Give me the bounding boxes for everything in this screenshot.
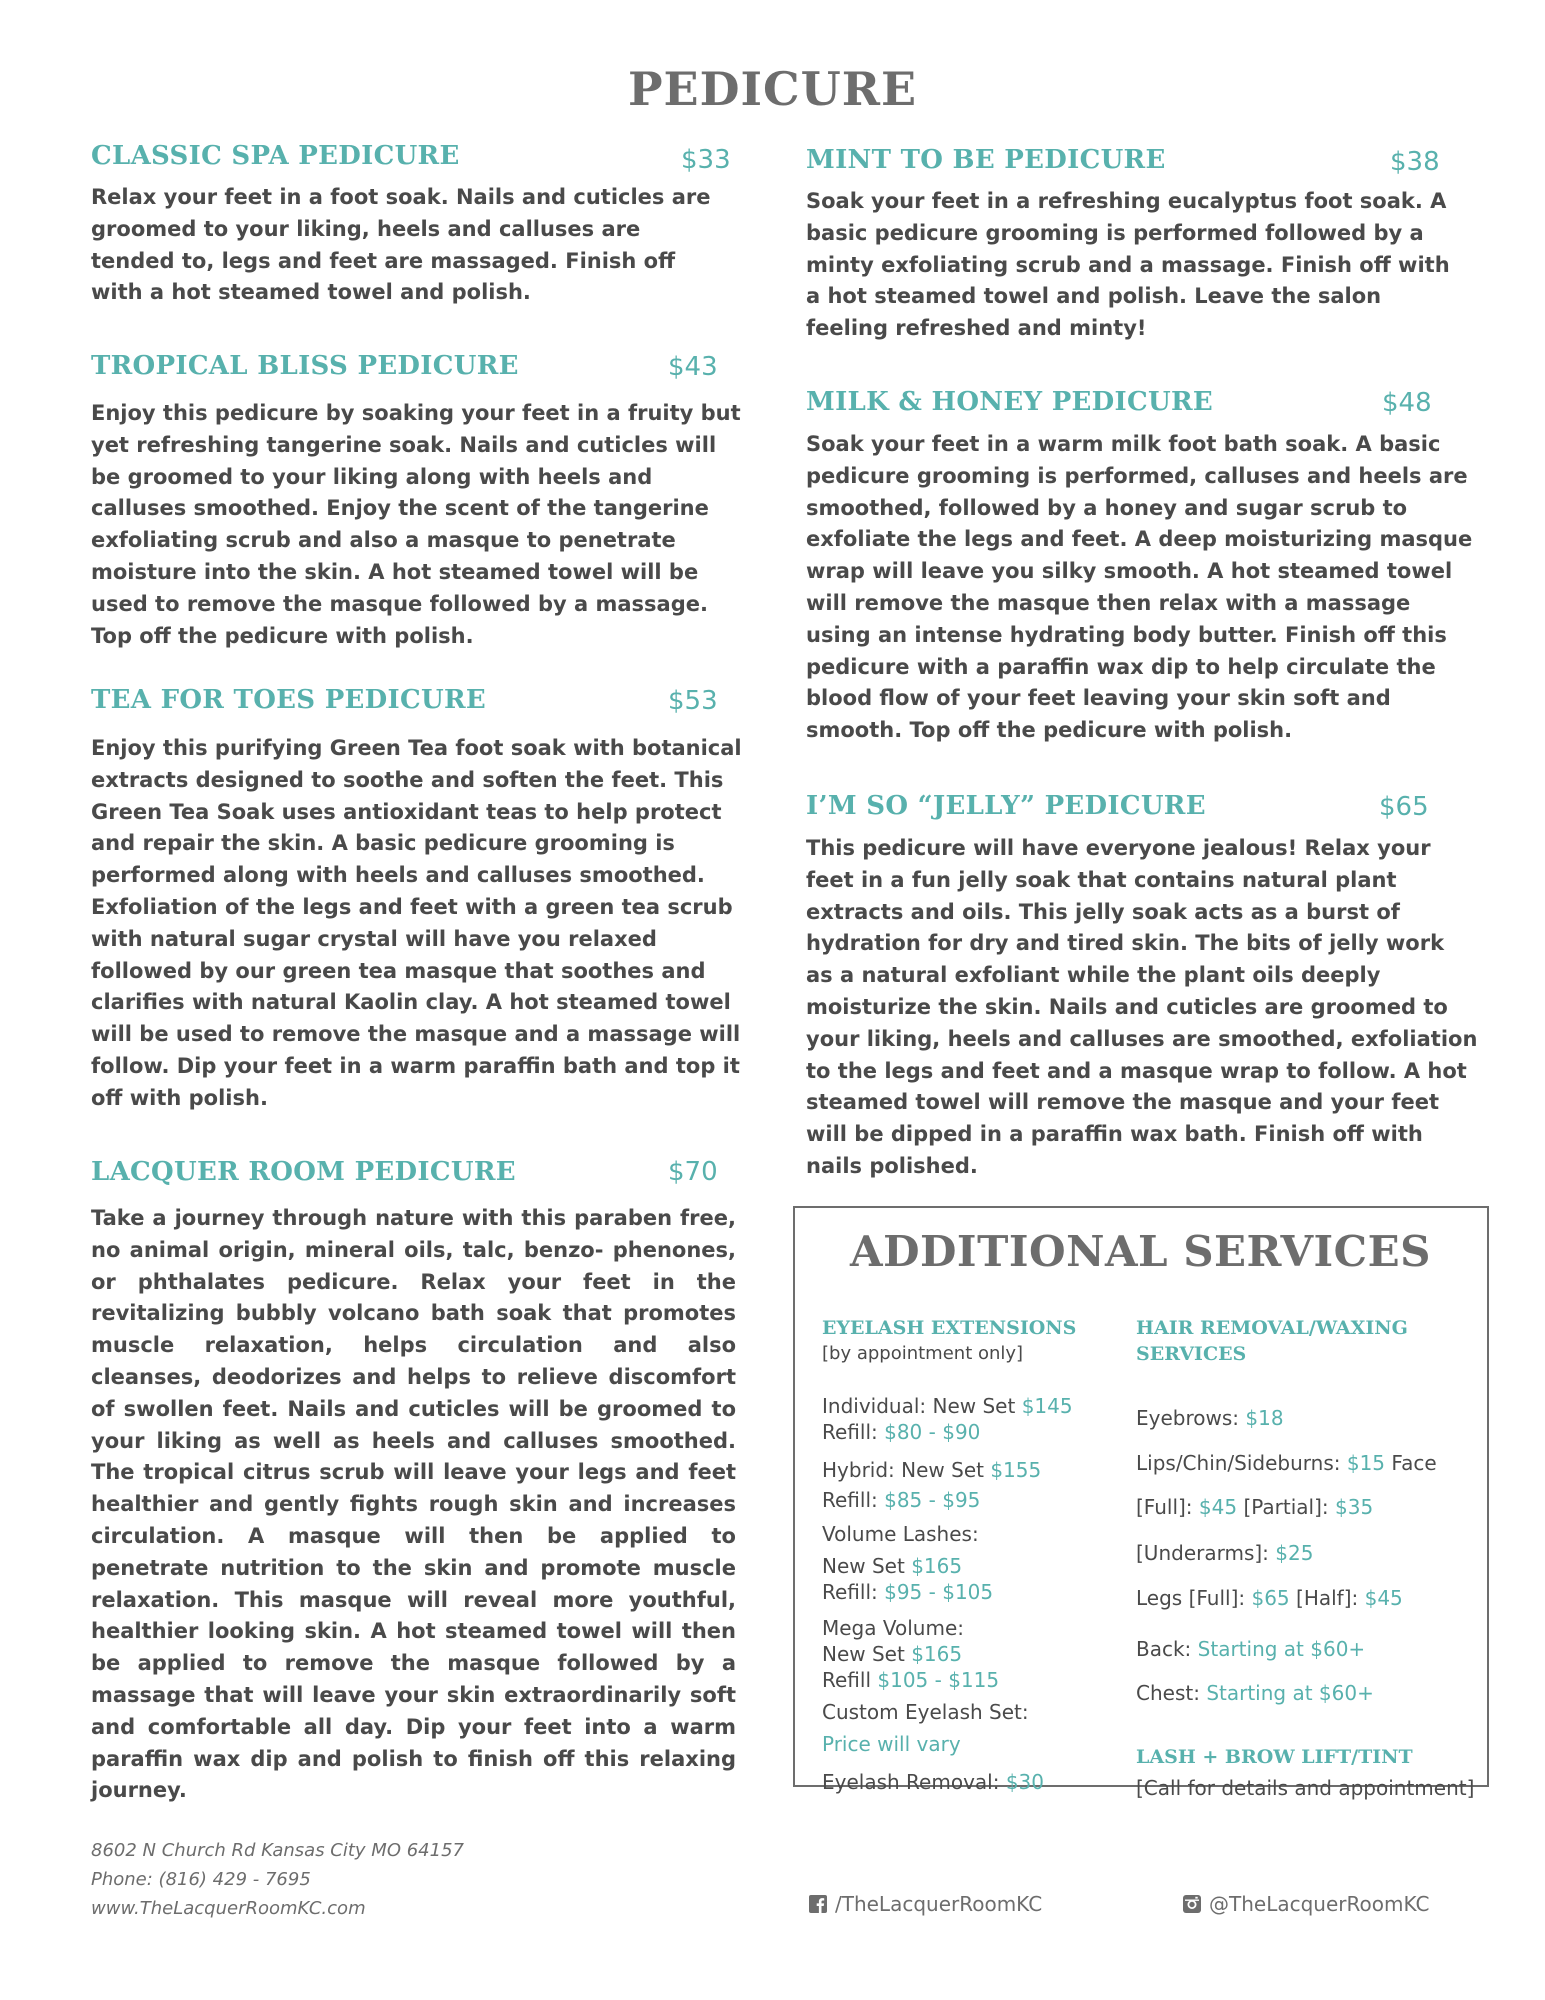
service-description-lacquer-room: Take a journey through nature with this paraben free, no animal origin, mineral oils, talc, benzo- phenones, or phthalates pedicure. Relax your feet in the revitalizing bubbly volcano bath soak that promotes muscle relaxation, helps circulation and also cleanses, deodorizes and helps to relieve discomfort of swollen feet. Nails and cuticles will be groomed to your liking as well as heels and calluses smoothed. The tropical citrus scrub will leave your legs and feet healthier and gently fights rough skin and increases circulation. A masque will then be applied to penetrate nutrition to the skin and promote muscle relaxation. This masque will reveal more youthful, healthier looking skin. A hot steamed towel will then be applied to remove the masque followed by a massage that will leave your skin extraordinarily soft and comfortable all day. Dip your feet into a warm paraffin wax dip and polish to finish off this relaxing journey. — [91, 1206, 736, 1803]
service-description-tea-for-toes: Enjoy this purifying Green Tea foot soak with botanical extracts designed to soothe and soften the feet. This Green Tea Soak uses antioxidant teas to help protect and repair the skin. A basic pedicure grooming is performed along with heels and calluses smoothed. Exfoliation of the legs and feet with a green tea scrub with natural sugar crystal will have you relaxed followed by our green tea masque that soothes and clarifies with natural Kaolin clay. A hot steamed towel will be used to remove the masque and a massage will follow. Dip your feet in a warm paraffin bath and top it off with polish. — [91, 736, 742, 1110]
service-price-milk-honey: $48 — [1382, 388, 1432, 418]
waxing-face: [Full]: $45 [Partial]: $35 — [1136, 1495, 1374, 1519]
eyelash-mega-new: New Set $165 — [822, 1642, 963, 1666]
instagram-icon — [1183, 1895, 1201, 1913]
service-name-milk-honey: MILK & HONEY PEDICURE — [806, 387, 1213, 417]
eyelash-heading: EYELASH EXTENSIONS — [822, 1317, 1077, 1339]
waxing-heading-line1: HAIR REMOVAL/WAXING — [1136, 1317, 1408, 1339]
waxing-lips: Lips/Chin/Sideburns: $15 Face — [1136, 1451, 1437, 1475]
waxing-back: Back: Starting at $60+ — [1136, 1637, 1366, 1661]
service-description-classic-spa: Relax your feet in a foot soak. Nails and cuticles are groomed to your liking, heels and calluses are tended to, legs and feet are massaged. Finish off with a hot steamed towel and polish. — [91, 185, 711, 305]
facebook-link[interactable]: /TheLacquerRoomKC — [809, 1892, 1042, 1916]
waxing-eyebrows: Eyebrows: $18 — [1136, 1406, 1284, 1430]
eyelash-volume-label: Volume Lashes: — [822, 1522, 979, 1546]
eyelash-removal: Eyelash Removal: $30 — [822, 1770, 1044, 1794]
waxing-underarms: [Underarms]: $25 — [1136, 1541, 1314, 1565]
waxing-heading-line2: SERVICES — [1136, 1343, 1247, 1365]
service-description-mint-to-be: Soak your feet in a refreshing eucalyptus foot soak. A basic pedicure grooming is performed followed by a minty exfoliating scrub and a massage. Finish off with a hot steamed towel and polish. Leave the salon feeling refreshed and minty! — [806, 189, 1450, 341]
service-description-so-jelly: This pedicure will have everyone jealous! Relax your feet in a fun jelly soak that contains natural plant extracts and oils. This jelly soak acts as a burst of hydration for dry and tired skin. The bits of jelly work as a natural exfoliant while the plant oils deeply moisturize the skin. Nails and cuticles are groomed to your liking, heels and calluses are smoothed, exfoliation to the legs and feet and a masque wrap to follow. A hot steamed towel will remove the masque and your feet will be dipped in a paraffin wax bath. Finish off with nails polished. — [806, 836, 1478, 1178]
eyelash-section — [822, 1315, 1076, 1367]
service-description-tropical-bliss: Enjoy this pedicure by soaking your feet in a fruity but yet refreshing tangerine soak. Nails and cuticles will be groomed to your liking along with heels and calluses smoothed. Enjoy the scent of the tangerine exfoliating scrub and also a masque to penetrate moisture into the skin. A hot steamed towel will be used to remove the masque followed by a massage. Top off the pedicure with polish. — [91, 401, 741, 648]
eyelash-custom-price: Price will vary — [822, 1732, 961, 1756]
waxing-section — [1136, 1315, 1408, 1367]
eyelash-mega-refill: Refill $105 - $115 — [822, 1668, 1000, 1692]
eyelash-mega-label: Mega Volume: — [822, 1616, 964, 1640]
contact-info — [91, 1836, 464, 1923]
eyelash-volume-new: New Set $165 — [822, 1554, 963, 1578]
eyelash-hybrid: Hybrid: New Set $155 — [822, 1458, 1042, 1482]
service-price-tropical-bliss: $43 — [668, 352, 718, 382]
lash-brow-note: [Call for details and appointment] — [1136, 1776, 1475, 1800]
service-description-milk-honey: Soak your feet in a warm milk foot bath soak. A basic pedicure grooming is performed, calluses and heels are smoothed, followed by a honey and sugar scrub to exfoliate the legs and feet. A deep moisturizing masque wrap will leave you silky smooth. A hot steamed towel will remove the masque then relax with a massage using an intense hydrating body butter. Finish off this pedicure with a paraffin wax dip to help circulate the blood flow of your feet leaving your skin soft and smooth. Top off the pedicure with polish. — [806, 432, 1473, 743]
service-price-tea-for-toes: $53 — [668, 686, 718, 716]
service-name-so-jelly: I’M SO “JELLY” PEDICURE — [806, 791, 1206, 821]
service-price-so-jelly: $65 — [1379, 792, 1429, 822]
eyelash-volume-refill: Refill: $95 - $105 — [822, 1580, 994, 1604]
eyelash-individual: Individual: New Set $145 — [822, 1394, 1073, 1418]
waxing-chest: Chest: Starting at $60+ — [1136, 1681, 1374, 1705]
eyelash-individual-refill: Refill: $80 - $90 — [822, 1420, 981, 1444]
phone: Phone: (816) 429 - 7695 — [91, 1869, 311, 1890]
waxing-legs: Legs [Full]: $65 [Half]: $45 — [1136, 1586, 1403, 1610]
service-name-classic-spa: CLASSIC SPA PEDICURE — [91, 141, 460, 171]
instagram-link[interactable]: @TheLacquerRoomKC — [1183, 1892, 1429, 1916]
service-name-mint-to-be: MINT TO BE PEDICURE — [806, 145, 1166, 175]
lash-brow-heading: LASH + BROW LIFT/TINT — [1136, 1746, 1413, 1768]
eyelash-custom-label: Custom Eyelash Set: — [822, 1700, 1029, 1724]
page-title: PEDICURE — [627, 62, 918, 116]
eyelash-note: [by appointment only] — [822, 1343, 1024, 1364]
service-price-mint-to-be: $38 — [1390, 147, 1440, 177]
address: 8602 N Church Rd Kansas City MO 64157 — [91, 1840, 464, 1861]
service-price-classic-spa: $33 — [681, 145, 731, 175]
additional-services-title: ADDITIONAL SERVICES — [850, 1227, 1431, 1276]
eyelash-hybrid-refill: Refill: $85 - $95 — [822, 1488, 981, 1512]
service-price-lacquer-room: $70 — [668, 1157, 718, 1187]
service-name-lacquer-room: LACQUER ROOM PEDICURE — [91, 1157, 516, 1187]
website[interactable]: www.TheLacquerRoomKC.com — [91, 1898, 366, 1919]
service-name-tropical-bliss: TROPICAL BLISS PEDICURE — [91, 351, 519, 381]
service-name-tea-for-toes: TEA FOR TOES PEDICURE — [91, 685, 486, 715]
facebook-icon — [809, 1895, 827, 1913]
